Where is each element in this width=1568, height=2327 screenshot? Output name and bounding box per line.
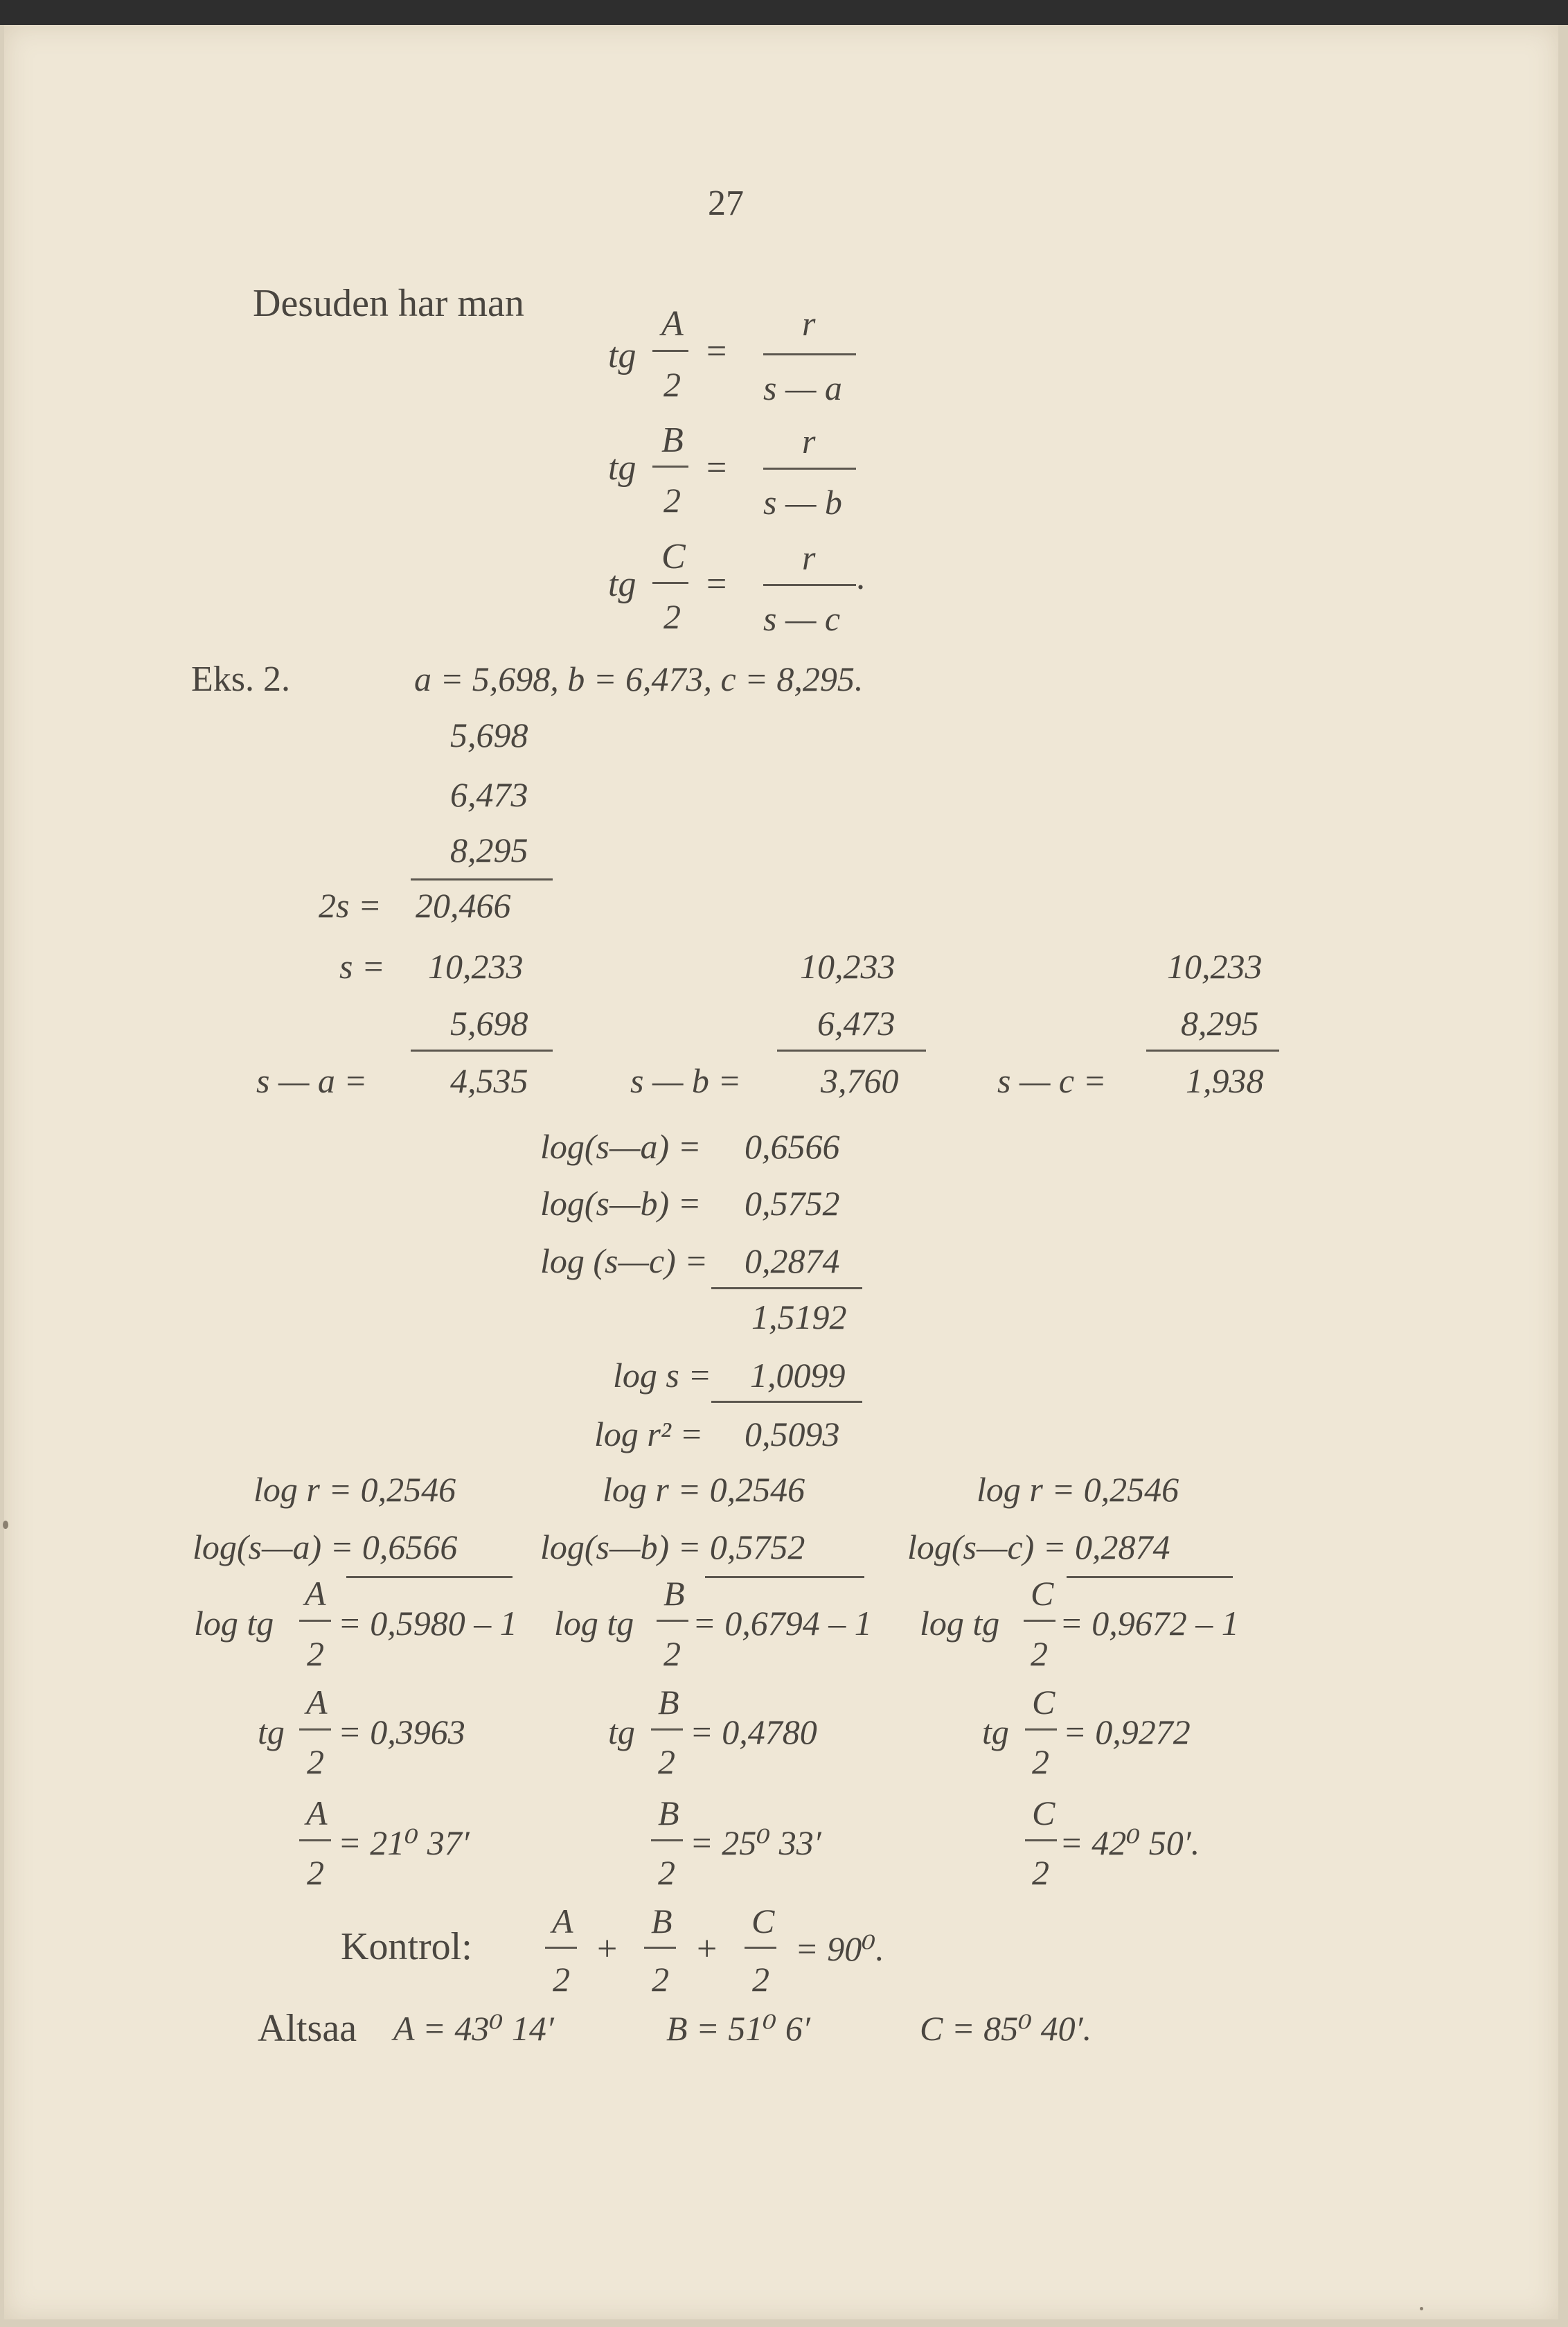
fraction-numerator: A: [661, 304, 684, 344]
difference-result: 4,535: [450, 1061, 528, 1100]
sum-addend: 8,295: [450, 831, 528, 869]
fraction-numerator: C: [661, 537, 686, 576]
log-r: log r = 0,2546: [603, 1470, 805, 1509]
fraction-bar: [299, 1728, 331, 1731]
half-angle-denominator: 2: [307, 1634, 324, 1673]
log-r: log r = 0,2546: [977, 1470, 1179, 1509]
subtrahend: 5,698: [450, 1004, 528, 1043]
log-tg-prefix: log tg: [554, 1604, 634, 1643]
half-angle-denominator: 2: [658, 1853, 675, 1892]
fraction-numerator: r: [802, 422, 816, 461]
half-angle-numerator: A: [305, 1574, 326, 1613]
log-tg-value: = 0,9672 – 1: [1060, 1604, 1239, 1643]
subtrahend: 6,473: [817, 1004, 896, 1043]
log-label: log(s—b) =: [540, 1184, 702, 1223]
control-term-denominator: 2: [553, 1960, 570, 1999]
log-difference: log(s—b) = 0,5752: [540, 1528, 805, 1566]
log-label: log (s—c) =: [540, 1241, 709, 1280]
difference-label: s — a =: [256, 1061, 368, 1100]
control-term-denominator: 2: [752, 1960, 769, 1999]
difference-rule: [411, 1050, 553, 1052]
log-tg-prefix: log tg: [194, 1604, 274, 1643]
tg-label: tg: [608, 336, 636, 375]
two-s-value: 20,466: [416, 886, 511, 925]
angle-value: = 42⁰ 50′.: [1060, 1823, 1200, 1862]
fraction-bar: [299, 1839, 331, 1841]
fraction-bar: [651, 1839, 683, 1841]
tg-prefix: tg: [982, 1713, 1009, 1751]
conclusion-angle-c: C = 85⁰ 40′.: [920, 2009, 1092, 2048]
difference-result: 3,760: [821, 1061, 899, 1100]
s-value: 10,233: [800, 947, 896, 986]
plus-sign: +: [697, 1929, 718, 1969]
fraction-bar: [745, 1947, 776, 1949]
half-angle-denominator: 2: [663, 1634, 681, 1673]
angle-value: = 25⁰ 33′: [690, 1823, 821, 1862]
equals-sign: =: [706, 448, 727, 488]
s-label: s =: [339, 947, 385, 986]
half-angle-denominator: 2: [307, 1742, 324, 1781]
period: .: [856, 558, 865, 597]
fraction-denominator: 2: [663, 481, 681, 520]
tg-prefix: tg: [258, 1713, 285, 1751]
intro-text: Desuden har man: [253, 282, 524, 325]
fraction-bar: [763, 468, 856, 470]
log-sum-rule: [711, 1287, 862, 1289]
conclusion-angle-b: B = 51⁰ 6′: [666, 2009, 810, 2048]
s-value: 10,233: [1167, 947, 1263, 986]
equals-sign: =: [706, 332, 727, 371]
difference-rule: [1146, 1050, 1279, 1052]
half-angle-numerator: C: [1032, 1683, 1055, 1722]
log-value: 1,0099: [750, 1356, 846, 1395]
fraction-numerator: r: [802, 538, 816, 577]
fraction-bar: [652, 582, 688, 584]
fraction-numerator: B: [661, 421, 684, 460]
half-angle-numerator: C: [1032, 1794, 1055, 1832]
sum-addend: 5,698: [450, 716, 528, 754]
log-value: 0,6566: [745, 1127, 840, 1166]
control-term-numerator: C: [751, 1902, 775, 1940]
difference-result: 1,938: [1186, 1061, 1264, 1100]
log-tg-value: = 0,5980 – 1: [338, 1604, 517, 1643]
control-term-numerator: B: [651, 1902, 672, 1940]
tg-prefix: tg: [608, 1713, 635, 1751]
fraction-bar: [763, 353, 856, 355]
fraction-bar: [1025, 1839, 1057, 1841]
tg-label: tg: [608, 448, 636, 488]
equals-sign: =: [706, 565, 727, 604]
half-angle-denominator: 2: [1032, 1742, 1049, 1781]
half-angle-numerator: C: [1031, 1574, 1054, 1613]
half-angle-numerator: A: [306, 1683, 328, 1722]
tg-value: = 0,9272: [1063, 1713, 1191, 1751]
tg-value: = 0,4780: [690, 1713, 817, 1751]
sum-addend: 6,473: [450, 775, 528, 814]
fraction-bar: [763, 584, 856, 586]
fraction-numerator: r: [802, 304, 816, 343]
example-label: Eks. 2.: [191, 660, 290, 699]
conclusion-angle-a: A = 43⁰ 14′: [393, 2009, 554, 2048]
fraction-bar: [652, 350, 688, 352]
subtrahend: 8,295: [1181, 1004, 1259, 1043]
half-angle-denominator: 2: [307, 1853, 324, 1892]
half-angle-numerator: B: [658, 1683, 679, 1722]
control-term-numerator: A: [552, 1902, 573, 1940]
angle-value: = 21⁰ 37′: [338, 1823, 470, 1862]
control-term-denominator: 2: [652, 1960, 669, 1999]
log-value: 0,2874: [745, 1241, 840, 1280]
control-result: = 90⁰.: [795, 1929, 884, 1968]
fraction-denominator: 2: [663, 365, 681, 404]
half-angle-denominator: 2: [658, 1742, 675, 1781]
s-value: 10,233: [428, 947, 524, 986]
page-number: 27: [708, 184, 744, 223]
column-rule: [705, 1576, 864, 1578]
log-value: 0,5752: [745, 1184, 840, 1223]
fraction-bar: [299, 1620, 331, 1622]
fraction-bar: [644, 1947, 676, 1949]
log-value: 0,5093: [745, 1415, 840, 1453]
column-rule: [1067, 1576, 1233, 1578]
log-tg-value: = 0,6794 – 1: [693, 1604, 872, 1643]
plus-sign: +: [597, 1929, 618, 1969]
fraction-bar: [1024, 1620, 1055, 1622]
log-rule: [711, 1401, 862, 1403]
tg-value: = 0,3963: [338, 1713, 465, 1751]
half-angle-numerator: B: [663, 1574, 685, 1613]
half-angle-numerator: A: [306, 1794, 328, 1832]
log-difference: log(s—a) = 0,6566: [193, 1528, 458, 1566]
log-label: log s =: [613, 1356, 712, 1395]
log-label: log(s—a) =: [540, 1127, 702, 1166]
scan-speck: [1420, 2307, 1423, 2310]
example-given-values: a = 5,698, b = 6,473, c = 8,295.: [414, 660, 864, 698]
half-angle-denominator: 2: [1031, 1634, 1048, 1673]
log-label: log r² =: [594, 1415, 704, 1453]
log-r: log r = 0,2546: [253, 1470, 456, 1509]
tg-label: tg: [608, 565, 636, 604]
difference-label: s — b =: [630, 1061, 742, 1100]
conclusion-prefix: Altsaa: [258, 2007, 357, 2050]
log-tg-prefix: log tg: [920, 1604, 1000, 1643]
half-angle-numerator: B: [658, 1794, 679, 1832]
sum-rule: [411, 878, 553, 881]
fraction-denominator: s — b: [763, 483, 842, 522]
fraction-bar: [657, 1620, 688, 1622]
fraction-bar: [545, 1947, 577, 1949]
difference-label: s — c =: [997, 1061, 1107, 1100]
scan-speck: [3, 1521, 8, 1529]
half-angle-denominator: 2: [1032, 1853, 1049, 1892]
two-s-label: 2s =: [319, 886, 382, 925]
fraction-bar: [651, 1728, 683, 1731]
log-difference: log(s—c) = 0,2874: [907, 1528, 1170, 1566]
fraction-denominator: s — c: [763, 599, 841, 638]
fraction-denominator: s — a: [763, 369, 842, 407]
fraction-bar: [652, 466, 688, 468]
fraction-denominator: 2: [663, 597, 681, 636]
log-sum-value: 1,5192: [751, 1298, 847, 1336]
fraction-bar: [1025, 1728, 1057, 1731]
difference-rule: [777, 1050, 926, 1052]
scan-top-border: [0, 0, 1568, 25]
column-rule: [346, 1576, 513, 1578]
control-label: Kontrol:: [341, 1925, 472, 1968]
